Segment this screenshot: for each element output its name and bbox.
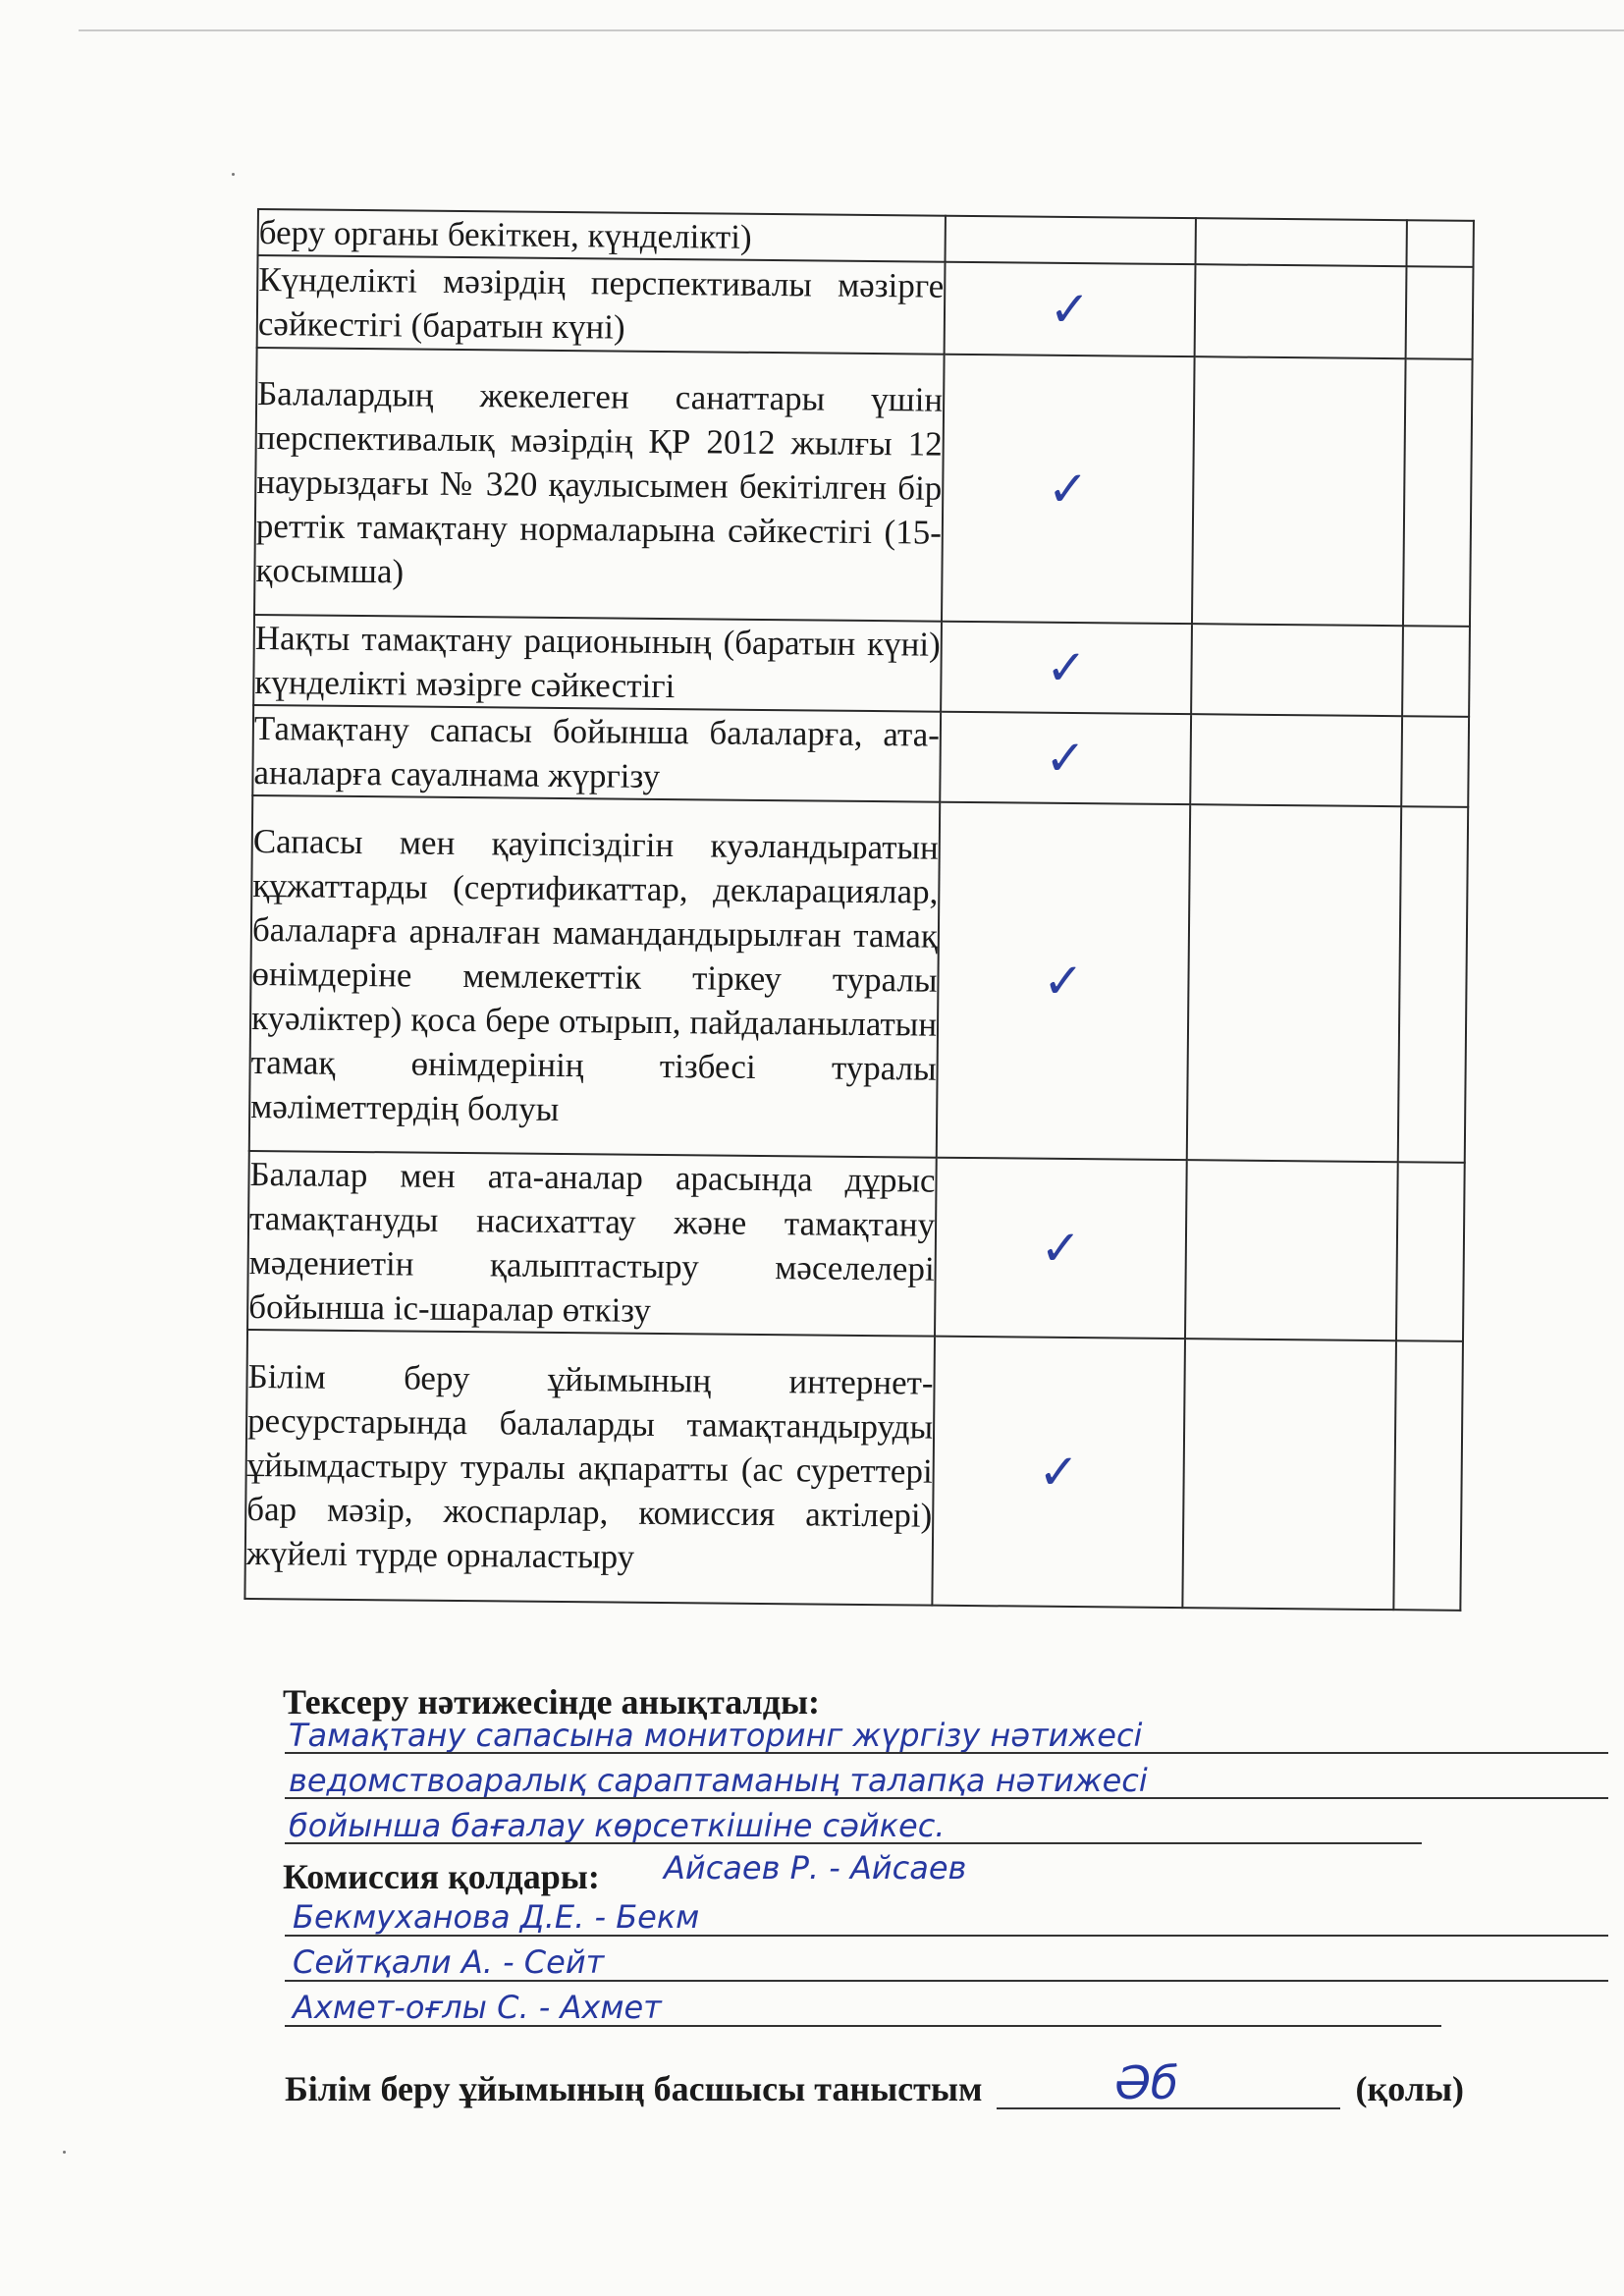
empty-cell [1187, 804, 1401, 1162]
empty-cell [1393, 1340, 1463, 1611]
table-row [257, 255, 1474, 359]
top-edge-rule [79, 29, 1624, 31]
table-row [254, 348, 1473, 627]
results-line: бойынша бағалау көрсеткішіне сәйкес. [285, 1809, 1422, 1844]
empty-cell [1406, 266, 1474, 359]
criterion-cell: Балалардың жекелеген санаттары үшін перспективалық мәзірдің ҚР 2012 жылғы 12 наурыздағы № 320 қаулысымен бекітілген бір реттік тамақтану нормаларына сәйкестігі (15-қосымша) [254, 348, 945, 622]
signoff-label: Білім беру ұйымының басшысы таныстым [285, 2069, 983, 2108]
results-line: ведомствоаралық сараптаманың талапқа нәтижесі [285, 1764, 1608, 1799]
commission-member: Сейтқали А. - Сейт [285, 1944, 1608, 1982]
table-row [252, 705, 1469, 807]
empty-cell [1402, 626, 1470, 717]
check-cell [940, 712, 1191, 804]
check-cell [937, 802, 1190, 1160]
checkmark-icon: ✓ [1044, 729, 1087, 788]
check-cell [941, 622, 1192, 714]
check-cell [935, 1158, 1187, 1339]
checkmark-icon: ✓ [1042, 952, 1085, 1011]
results-line: Тамақтану сапасына мониторинг жүргізу нәтижесі [285, 1719, 1608, 1754]
commission-label: Комиссия қолдары: [283, 1857, 600, 1896]
table-row [253, 615, 1470, 717]
empty-cell [1406, 220, 1473, 267]
empty-cell [1403, 358, 1473, 627]
commission-member: Бекмуханова Д.Е. - Бекм [285, 1899, 1608, 1937]
empty-cell [1185, 1160, 1398, 1340]
signoff-suffix: (қолы) [1355, 2069, 1465, 2108]
criterion-cell: Білім беру ұйымының интернет-ресурстарында балаларды тамақтандыруды ұйымдастыру туралы ақпаратты (ас суреттері бар мәзір, жоспарлар, комиссия актілері) жүйелі түрде орналастыру [244, 1330, 935, 1606]
check-cell [932, 1337, 1185, 1608]
check-cell [942, 355, 1195, 624]
check-cell [946, 216, 1196, 264]
criterion-cell: Нақты тамақтану рационының (баратын күні) күнделікті мәзірге сәйкестігі [253, 615, 942, 712]
empty-cell [1190, 714, 1402, 806]
check-cell [945, 262, 1196, 356]
criterion-cell: Балалар мен ата-аналар арасында дұрыс тамақтануды насихаттау және тамақтану мәдениетін қалыптастыру мәселелері бойынша іс-шаралар өткізу [247, 1151, 937, 1337]
empty-cell [1195, 218, 1406, 266]
criterion-cell: Сапасы мен қауіпсіздігін куәландыратын құжаттарды (сертификаттар, декларациялар, балаларға арналған мамандандырылған тамақ өнімдеріне мемлекеттік тіркеу туралы куәліктер) қоса бере отырып, пайдаланылатын тамақ өнімдерінің тізбесі туралы мәліметтердің болуы [249, 795, 940, 1158]
commission-member: Ахмет-оғлы С. - Ахмет [285, 1990, 1441, 2027]
empty-cell [1192, 356, 1406, 626]
head-signature: Әб [1114, 2056, 1179, 2109]
checkmark-icon: ✓ [1049, 280, 1091, 339]
empty-cell [1396, 1162, 1465, 1341]
head-signoff [285, 2056, 1502, 2109]
checklist-table [244, 208, 1475, 1612]
commission-member: Айсаев Р. - Айсаев [664, 1849, 967, 1886]
checkmark-icon: ✓ [1045, 638, 1088, 697]
empty-cell [1398, 806, 1468, 1163]
criterion-cell: Тамақтану сапасы бойынша балаларға, ата-аналарға сауалнама жүргізу [252, 705, 941, 802]
empty-cell [1182, 1339, 1396, 1610]
signature-line [997, 2056, 1340, 2109]
scan-speck [232, 173, 235, 176]
table-row [244, 1330, 1463, 1611]
empty-cell [1195, 264, 1407, 358]
table-row [247, 1151, 1465, 1341]
criterion-cell: беру органы бекіткен, күнделікті) [258, 209, 946, 262]
criterion-cell: Күнделікті мәзірдің перспективалы мәзірге сәйкестігі (баратын күні) [257, 255, 946, 355]
checkmark-icon: ✓ [1040, 1219, 1082, 1278]
empty-cell [1191, 624, 1403, 716]
results-heading: Тексеру нәтижесінде анықталды: [283, 1682, 821, 1722]
empty-cell [1401, 716, 1469, 807]
table-row [249, 795, 1468, 1163]
checkmark-icon: ✓ [1047, 460, 1090, 519]
scan-speck [63, 2151, 66, 2154]
checkmark-icon: ✓ [1037, 1443, 1080, 1502]
